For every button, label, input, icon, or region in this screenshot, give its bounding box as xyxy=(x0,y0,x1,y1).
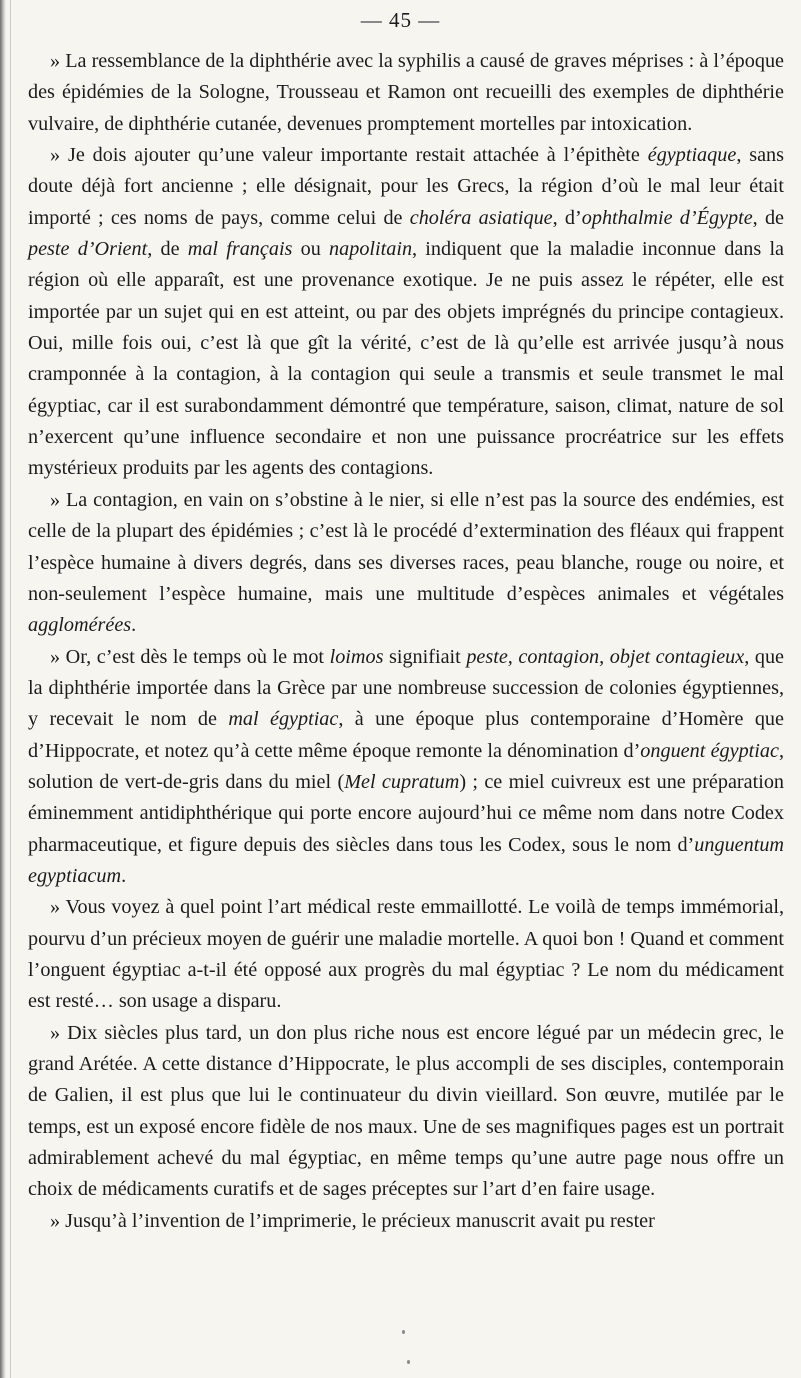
italic-run: agglomérées xyxy=(28,614,132,637)
text-run: , d’ xyxy=(552,206,582,229)
paragraph xyxy=(28,140,784,485)
text-run: , de xyxy=(752,206,784,229)
paragraph xyxy=(28,892,784,1017)
page-number: — 45 — xyxy=(360,8,441,32)
italic-run: mal égyptiac xyxy=(228,708,339,731)
paragraph xyxy=(28,642,784,893)
italic-run: napolitain xyxy=(329,238,413,261)
text-run: . xyxy=(131,614,137,637)
text-run: » La ressemblance de la diphthérie avec la syphilis a causé de graves méprises : à l’époque des épidémies de la Sologne, Trousseau et Ramon ont recueilli des exemples de diphthérie vulvaire, de diphthérie cutanée, devenues promptement mortelles par intoxication. xyxy=(28,50,784,135)
italic-run: unguentum egyptiacum xyxy=(28,833,784,887)
paragraph xyxy=(28,485,784,642)
paper-speck xyxy=(402,1330,405,1334)
italic-run: choléra asiatique xyxy=(409,206,553,229)
body-text xyxy=(28,46,784,1237)
text-run: , sans doute déjà fort ancienne ; elle désignait, pour les Grecs, la région d’où le mal leur était importé ; ces noms de pays, comme celui de xyxy=(28,144,784,229)
page-binding-shadow xyxy=(0,0,6,1378)
text-run: » Jusqu’à l’invention de l’imprimerie, le précieux manuscrit avait pu rester xyxy=(50,1209,655,1232)
text-run: signifiait xyxy=(383,645,467,668)
text-run: , à une époque plus contemporaine d’Homère que d’Hippocrate, et notez qu’à cette même époque remonte la dénomination d’ xyxy=(28,708,784,762)
text-run: » Dix siècles plus tard, un don plus riche nous est encore légué par un médecin grec, le grand Arétée. A cette distance d’Hippocrate, le plus accompli de ses disciples, contemporain de Galien, il est plus que lui le continuateur du divin vieillard. Son œuvre, mutilée par le temps, est un exposé encore fidèle de nos maux. Une de ses magnifiques pages est un portrait admirablement achevé du mal égyptiac, en même temps qu’une autre page nous offre un choix de médicaments curatifs et de sages préceptes sur l’art d’en faire usage. xyxy=(28,1021,784,1201)
italic-run: égyptiaque xyxy=(647,144,737,167)
text-run: . xyxy=(121,864,127,887)
italic-run: mal français xyxy=(187,238,293,261)
paragraph xyxy=(28,1206,784,1237)
page-binding-line xyxy=(10,0,11,1378)
text-run: , que la diphthérie importée dans la Grèce par une nombreuse succession de colonies égyptiennes, y recevait le nom de xyxy=(28,645,784,731)
paper-speck xyxy=(407,1360,410,1364)
paragraph xyxy=(28,46,784,140)
text-run: ) ; ce miel cuivreux est une préparation éminemment antidiphthérique qui porte encore aujourd’hui ce même nom dans notre Codex pharmaceutique, et figure depuis des siècles dans tous les Codex, sous le nom d’ xyxy=(28,770,785,856)
text-run: , solution de vert-de-gris dans du miel ( xyxy=(28,739,784,793)
italic-run: onguent égyptiac xyxy=(640,739,779,762)
italic-run: peste d’Orient xyxy=(28,238,148,261)
text-run: , de xyxy=(147,238,188,261)
italic-run: peste, contagion, objet contagieux xyxy=(466,645,745,668)
text-run: » La contagion, en vain on s’obstine à le nier, si elle n’est pas la source des endémies, est celle de la plupart des épidémies ; c’est là le procédé d’extermination des fléaux qui frappent l’espèce humaine à divers degrés, dans ses diverses races, peau blanche, rouge ou noire, et non-seulement l’espèce humaine, mais une multitude d’espèces animales et végétales xyxy=(28,488,784,605)
italic-run: Mel cupratum xyxy=(344,770,460,793)
text-run: , indiquent que la maladie inconnue dans la région où elle apparaît, est une provenance exotique. Je ne puis assez le répéter, elle est importée par un sujet qui en est atteint, ou par des objets imprégnés du principe contagieux. Oui, mille fois oui, c’est là que gît la vérité, c’est de là qu’elle est arrivée jusqu’à nous cramponnée à la contagion, à la contagion qui seule a transmis et seule transmet le mal égyptiac, car il est surabondamment démontré que température, saison, climat, nature de sol n’exercent qu’une influence secondaire et non une puissance procréatrice sur les effets mystérieux produits par les agents des contagions. xyxy=(28,238,785,480)
paragraph xyxy=(28,1018,784,1206)
text-run: » Vous voyez à quel point l’art médical reste emmaillotté. Le voilà de temps immémorial, pourvu d’un précieux moyen de guérir une maladie mortelle. A quoi bon ! Quand et comment l’onguent égyptiac a-t-il été opposé aux progrès du mal égyptiac ? Le nom du médicament est resté… son usage a disparu. xyxy=(28,896,784,1013)
text-run: » Je dois ajouter qu’une valeur importante restait attachée à l’épithète xyxy=(50,144,648,167)
italic-run: loimos xyxy=(329,645,384,668)
italic-run: ophthalmie d’Égypte xyxy=(581,206,753,229)
text-run: ou xyxy=(292,238,330,261)
text-run: » Or, c’est dès le temps où le mot xyxy=(50,645,330,668)
